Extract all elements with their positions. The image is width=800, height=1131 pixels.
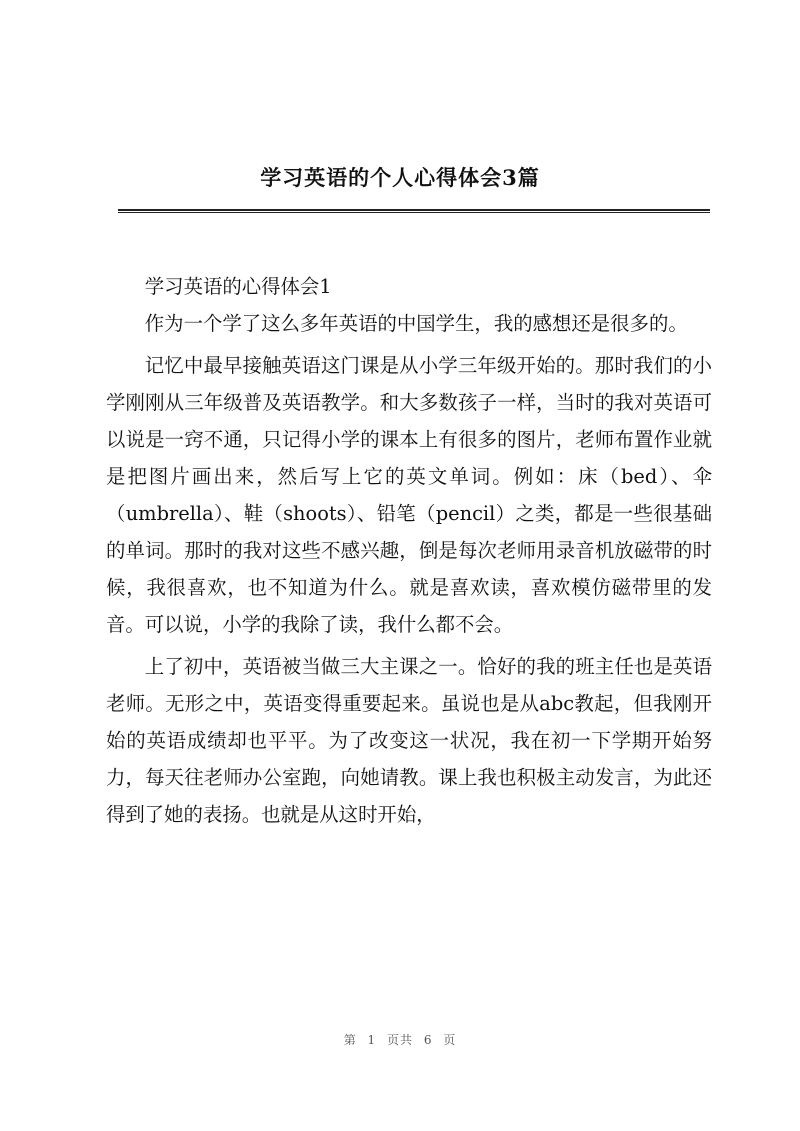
document-body	[106, 268, 712, 838]
page-title: 学习英语的个人心得体会3篇	[260, 165, 540, 190]
section-heading: 学习英语的心得体会1	[144, 275, 332, 298]
paragraph-1: 作为一个学了这么多年英语的中国学生，我的感想还是很多的。	[144, 312, 688, 335]
page-footer: 第 1 页共 6 页	[343, 1033, 457, 1047]
paragraph-2: 记忆中最早接触英语这门课是从小学三年级开始的。那时我们的小学刚刚从三年级普及英语教学。和大多数孩子一样，当时的我对英语可以说是一窍不通，只记得小学的课本上有很多的图片，老师布置作业就是把图片画出来，然后写上它的英文单词。例如：床（bed）、伞（umbrella）、鞋（shoots）、铅笔（pencil）之类，都是一些很基础的单词。那时的我对这些不感兴趣，倒是每次老师用录音机放磁带的时候，我很喜欢，也不知道为什么。就是喜欢读，喜欢模仿磁带里的发音。可以说，小学的我除了读，我什么都不会。	[106, 354, 712, 636]
paragraph-3: 上了初中，英语被当做三大主课之一。恰好的我的班主任也是英语老师。无形之中，英语变得重要起来。虽说也是从abc教起，但我刚开始的英语成绩却也平平。为了改变这一状况，我在初一下学期开始努力，每天往老师办公室跑，向她请教。课上我也积极主动发言，为此还得到了她的表扬。也就是从这时开始，	[106, 655, 712, 826]
title-divider	[118, 209, 710, 213]
